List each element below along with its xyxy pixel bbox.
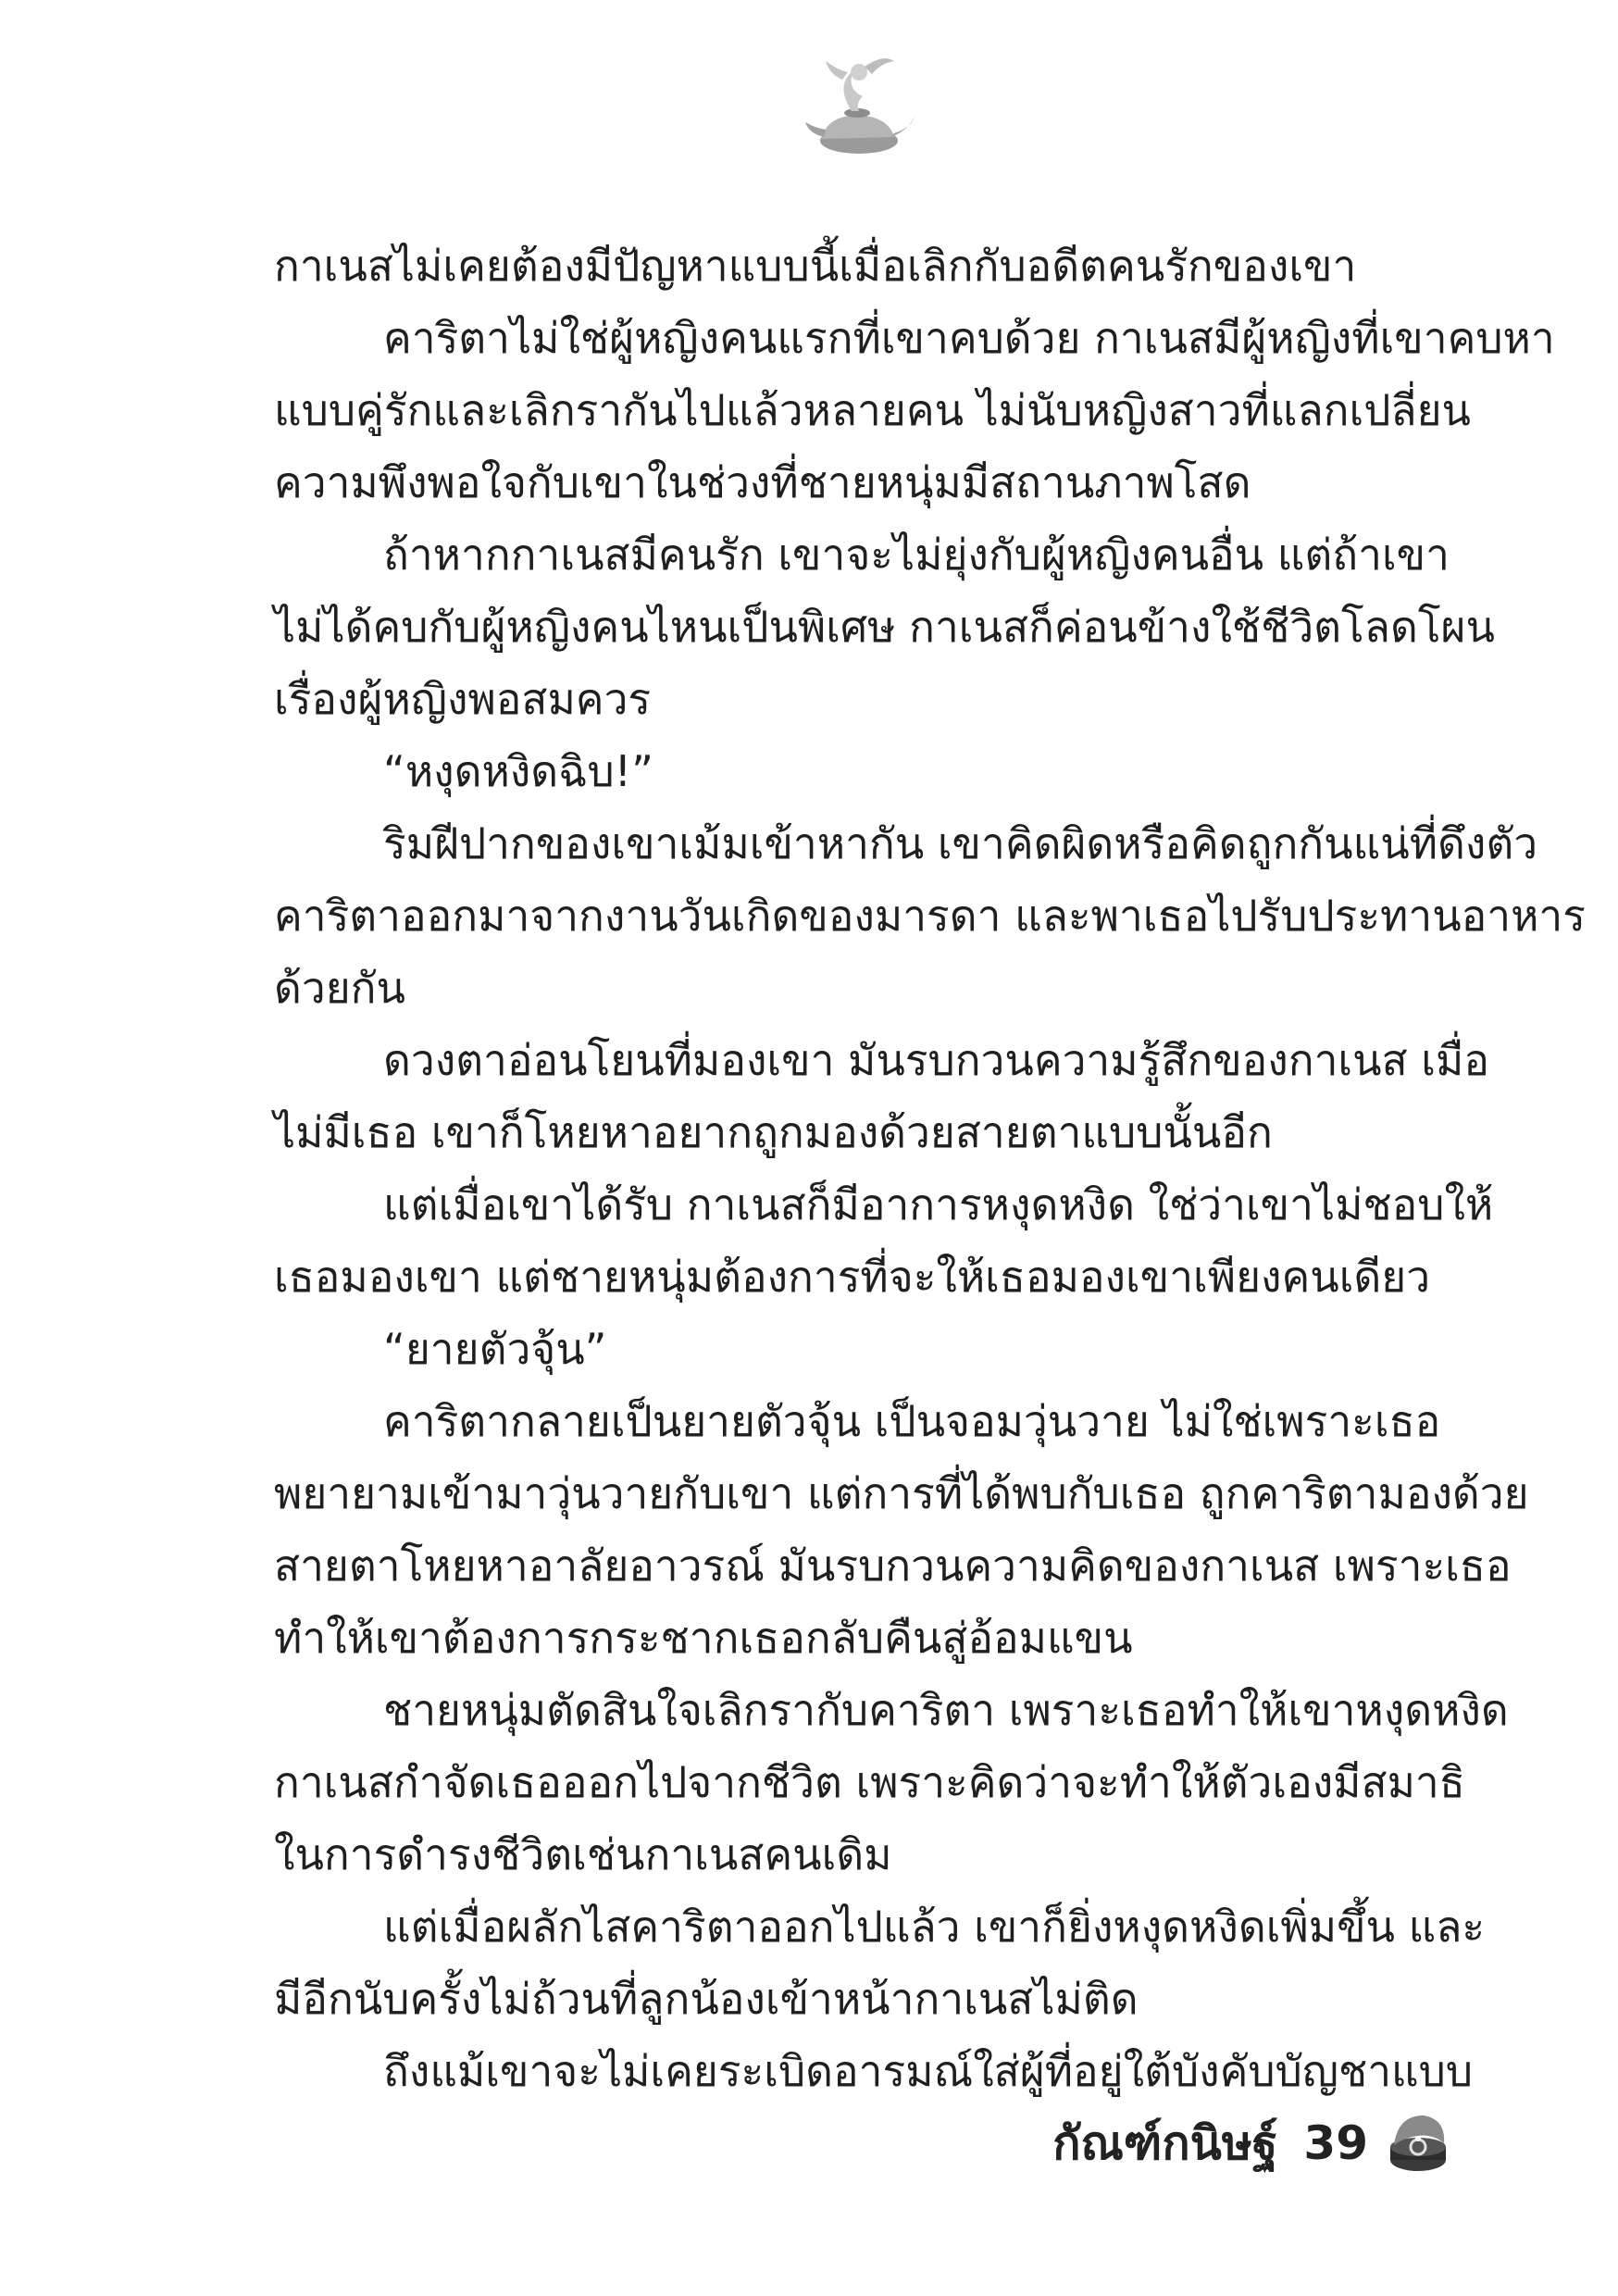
text-line: ไม่มีเธอ เขาก็โหยหาอยากถูกมองด้วยสายตาแบบนั้นอีก [274,1107,1273,1157]
text-line: คาริตาออกมาจากงานวันเกิดของมารดา และพาเธอไปรับประทานอาหาร [274,891,1586,941]
text-line: ความพึงพอใจกับเขาในช่วงที่ชายหนุ่มมีสถานภาพโสด [274,457,1251,507]
text-line: แบบคู่รักและเลิกรากันไปแล้วหลายคน ไม่นับหญิงสาวที่แลกเปลี่ยน [274,385,1471,435]
body-text [274,230,1586,2107]
text-line: ชายหนุ่มตัดสินใจเลิกรากับคาริตา เพราะเธอทำให้เขาหงุดหงิด [383,1685,1509,1735]
text-line: ดวงตาอ่อนโยนที่มองเขา มันรบกวนความรู้สึกของกาเนส เมื่อ [383,1035,1489,1085]
text-line: กาเนสกำจัดเธอออกไปจากชีวิต เพราะคิดว่าจะทำให้ตัวเองมีสมาธิ [274,1757,1465,1807]
text-line: ถ้าหากกาเนสมีคนรัก เขาจะไม่ยุ่งกับผู้หญิงคนอื่น แต่ถ้าเขา [383,530,1450,580]
text-line: เรื่องผู้หญิงพอสมควร [274,674,652,724]
text-line: แต่เมื่อผลักไสคาริตาออกไปแล้ว เขาก็ยิ่งหงุดหงิดเพิ่มขึ้น และ [383,1902,1486,1952]
page-footer [1052,2102,1455,2185]
text-line: มีอีกนับครั้งไม่ถ้วนที่ลูกน้องเข้าหน้ากาเนสไม่ติด [274,1974,1139,2024]
text-line: กาเนสไม่เคยต้องมีปัญหาแบบนี้เมื่อเลิกกับอดีตคนรักของเขา [274,241,1357,291]
text-line: ถึงแม้เขาจะไม่เคยระเบิดอารมณ์ใส่ผู้ที่อยู่ใต้บังคับบัญชาแบบ [383,2046,1474,2096]
text-line: “หงุดหงิดฉิบ!” [383,746,653,796]
ring-box-icon [1381,2106,1455,2180]
text-line: ในการดำรงชีวิตเช่นกาเนสคนเดิม [274,1829,892,1879]
genie-lamp-icon [798,48,918,168]
text-line: คาริตากลายเป็นยายตัวจุ้น เป็นจอมวุ่นวาย ไม่ใช่เพราะเธอ [383,1396,1441,1446]
text-line: แต่เมื่อเขาได้รับ กาเนสก็มีอาการหงุดหงิด ใช่ว่าเขาไม่ชอบให้ [383,1179,1494,1229]
text-line: ด้วยกัน [274,963,405,1013]
text-line: ไม่ได้คบกับผู้หญิงคนไหนเป็นพิเศษ กาเนสก็ค่อนข้างใช้ชีวิตโลดโผน [274,602,1495,652]
text-line: ริมฝีปากของเขาเม้มเข้าหากัน เขาคิดผิดหรือคิดถูกกันแน่ที่ดึงตัว [383,818,1538,868]
text-line: คาริตาไม่ใช่ผู้หญิงคนแรกที่เขาคบด้วย กาเนสมีผู้หญิงที่เขาคบหา [383,313,1555,363]
text-line: ทำให้เขาต้องการกระชากเธอกลับคืนสู่อ้อมแขน [274,1613,1133,1663]
book-title: กัณฑ์กนิษฐ์ [1052,2115,1278,2170]
text-line: เธอมองเขา แต่ชายหนุ่มต้องการที่จะให้เธอมองเขาเพียงคนเดียว [274,1252,1431,1302]
page-number: 39 [1303,2116,1368,2170]
text-line: “ยายตัวจุ้น” [383,1324,607,1374]
text-line: พยายามเข้ามาวุ่นวายกับเขา แต่การที่ได้พบกับเธอ ถูกคาริตามองด้วย [274,1468,1529,1518]
text-line: สายตาโหยหาอาลัยอาวรณ์ มันรบกวนความคิดของกาเนส เพราะเธอ [274,1541,1512,1591]
